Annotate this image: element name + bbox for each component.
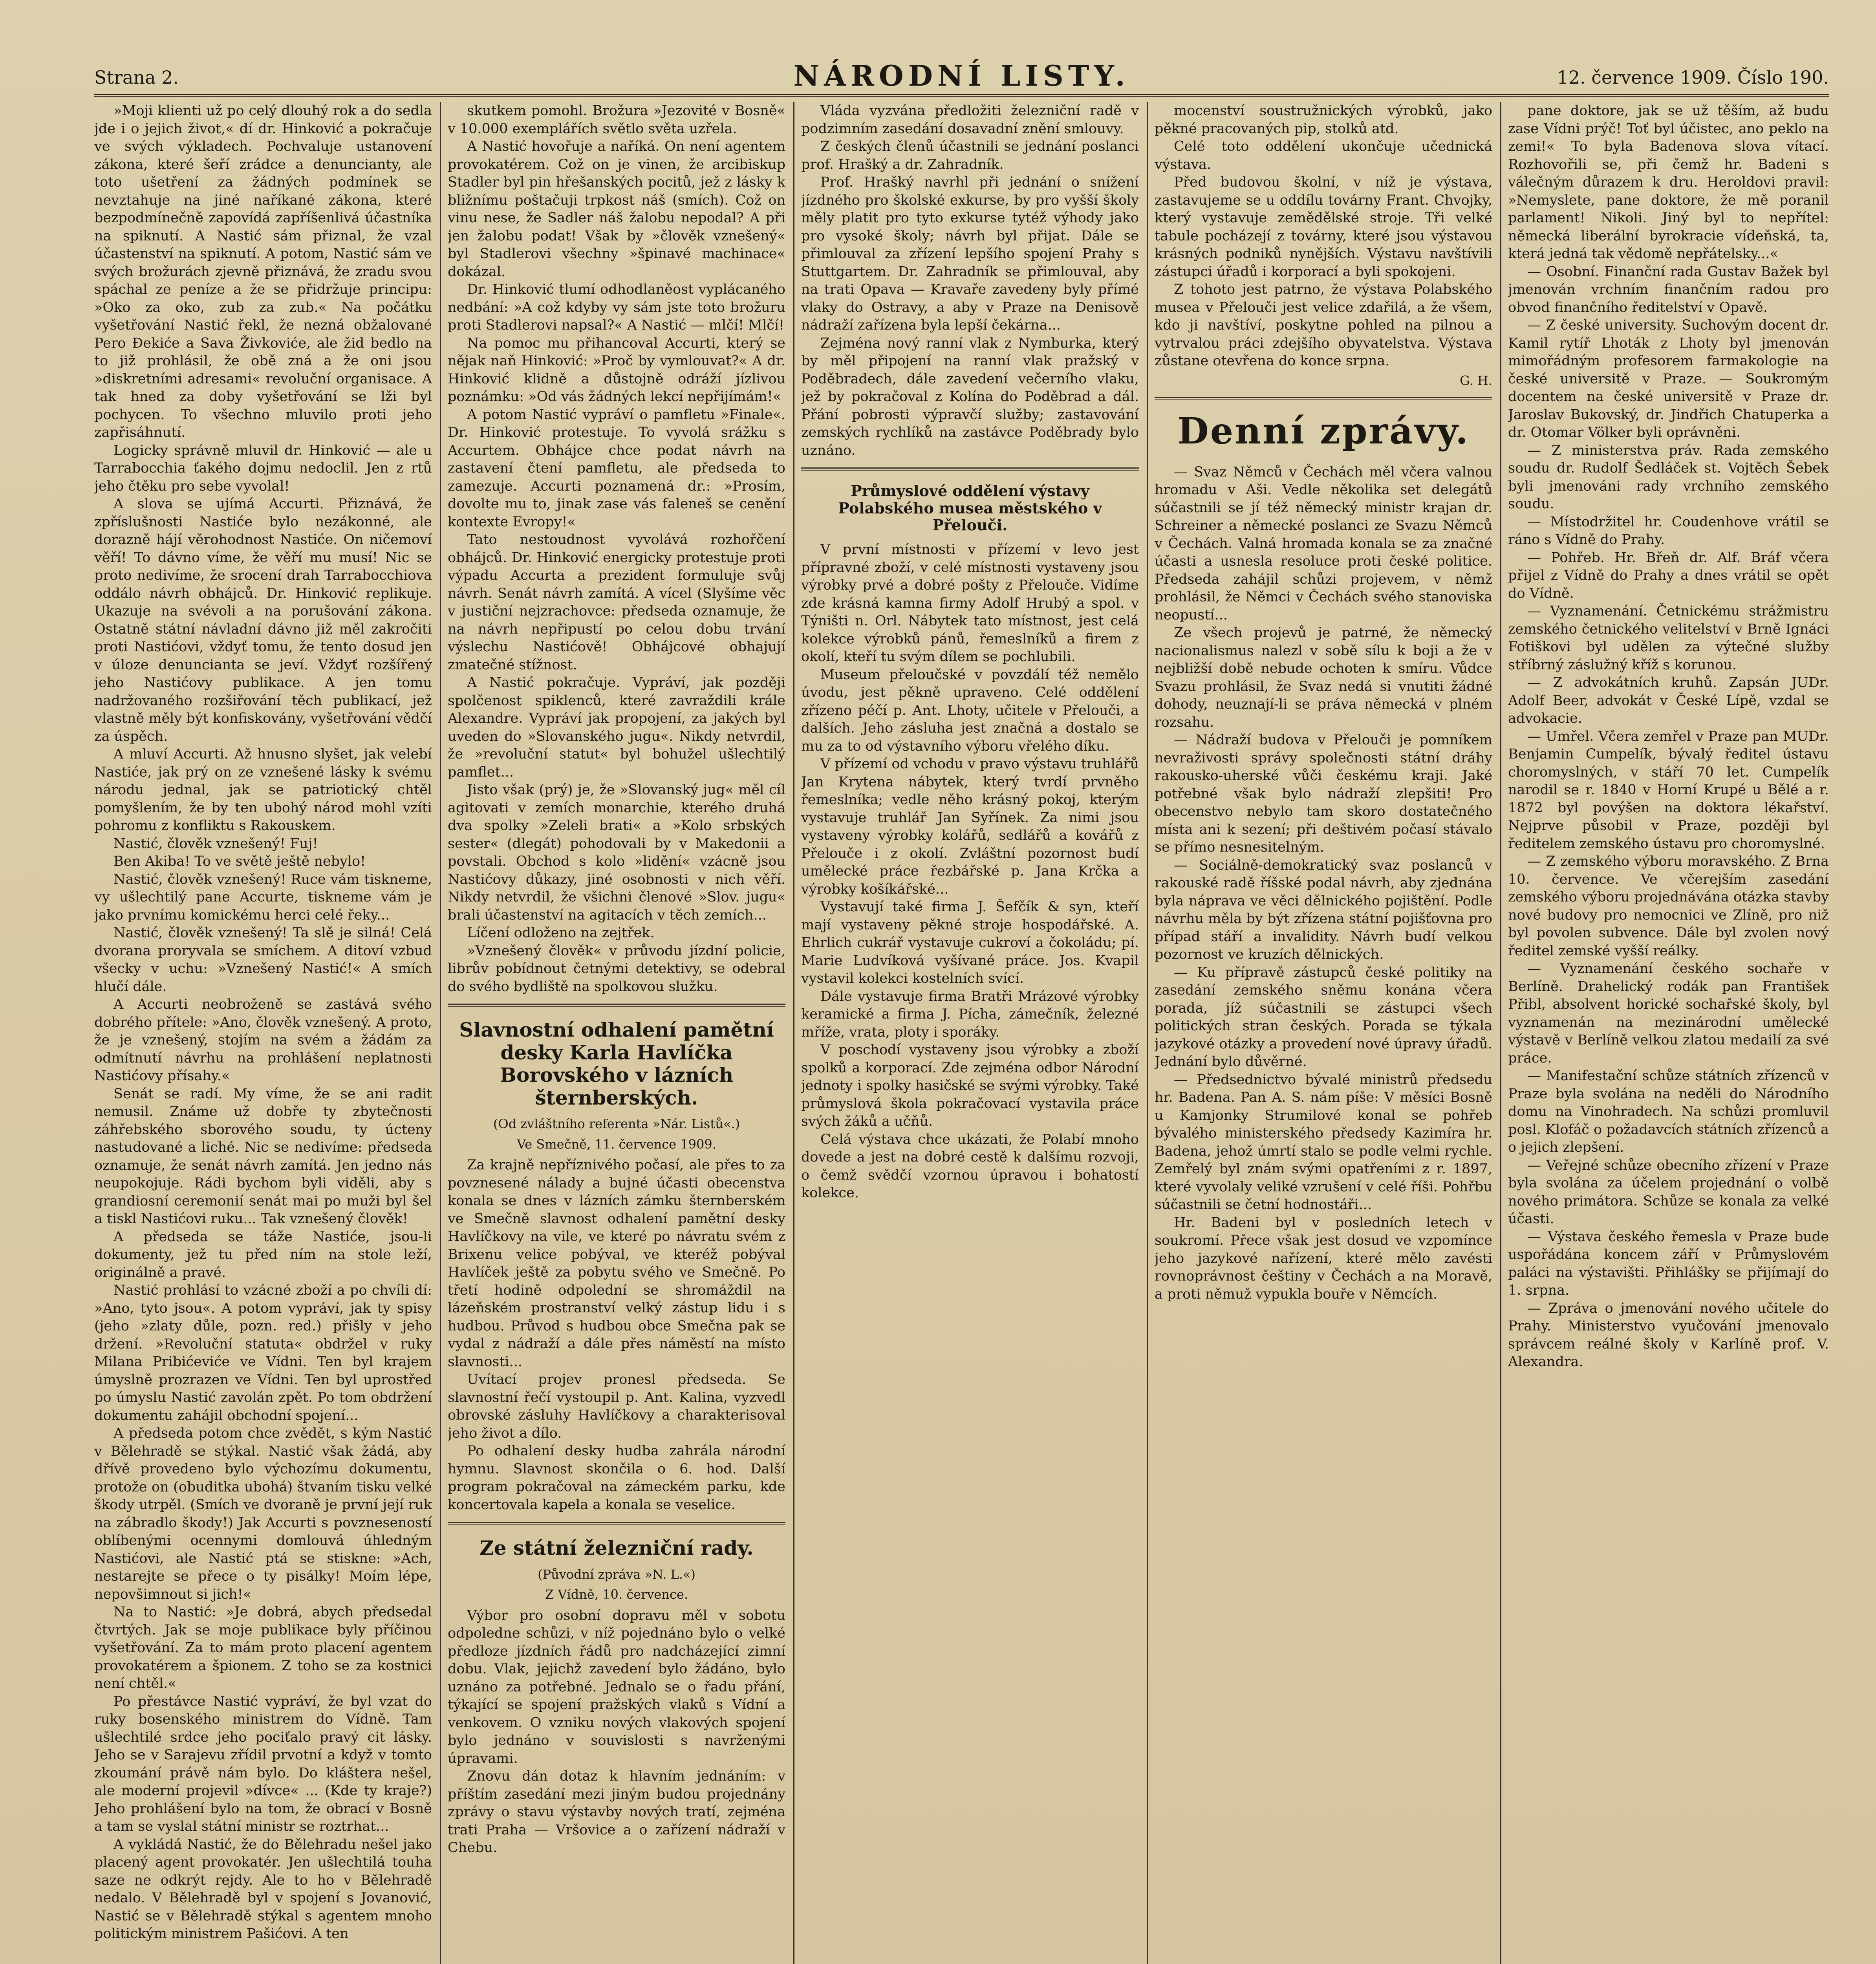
section-rule <box>801 467 1139 471</box>
article-headline: Slavnostní odhalení pamětní desky Karla Havlíčka Borovského v lázních šternberských. <box>459 1018 774 1109</box>
article-headline: Průmyslové oddělení výstavy Polabského musea městského v Přelouči. <box>838 482 1102 534</box>
paragraph: — Zpráva o jmenování nového učitele do Prahy. Ministerstvo vyučování jmenovalo správcem reálné školy v Karlíně prof. V. Alexandra. <box>1508 1300 1829 1370</box>
paragraph: — Vyznamenání českého sochaře v Berlíně. Drahelický rodák pan František Přibl, absolvent horické sochařské školy, byl vyznamenán na mezinárodní umělecké výstavě v Berlíně velkou zlatou medailí za své práce. <box>1508 961 1829 1066</box>
article-signature: G. H. <box>1460 373 1492 388</box>
paragraph: Po odhalení desky hudba zahrála národní hymnu. Slavnost skončila o 6. hod. Další program pokračoval na zámeckém parku, kde koncertovala kapela a konala se veselice. <box>448 1443 785 1513</box>
paragraph: — Nádraží budova v Přelouči je pomníkem nevraživosti správy společnosti státní dráhy rakousko-uherské vůči českému kraji. Jaké potřebné však bylo nádraží zlepšiti! Pro obecenstvo nebylo tam skoro dostatečného místa ani k sezení; při deštivém počasí stávalo se přímo nesnesitelným. <box>1155 732 1492 856</box>
paragraph: — Ku přípravě zástupců české politiky na zasedání zemského sněmu konána včera porada, jíž súčastnili se zástupci všech politických stran českých. Porada se týkala jazykové otázky a provedení nové úpravy úřadů. Jednání bylo důvěrné. <box>1155 964 1492 1070</box>
paragraph: — Sociálně-demokratický svaz poslanců v rakouské radě říšské podal návrh, aby zjednána byla náprava ve věci dělnického pojištění. Podle návrhu měla by být zřízena státní pojišťovna pro případ stáří a invalidity. Návrh budí velkou pozornost ve kruzích dělnických. <box>1155 857 1492 963</box>
article-dateline: Z Vídně, 10. července. <box>545 1587 688 1602</box>
paragraph: A Accurti neobroženě se zastává svého dobrého přítele: »Ano, člověk vznešený. A proto, že je vznešený, stojím na svém a žádám za odmítnutí návrhu na prohlášení neplatnosti Nastićovy přísahy.« <box>94 997 432 1084</box>
section-rule <box>448 1522 785 1525</box>
paragraph: — Z zemského výboru moravského. Z Brna 10. července. Ve včerejším zasedání zemského výboru projednávána otázka stavby nové budovy pro nemocnici ve Zlíně, pro niž byl povolen subvence. Dále byl zvolen nový ředitel zemské vyšší reálky. <box>1508 854 1829 959</box>
paragraph: Museum přeloučské v povzdálí též nemělo úvodu, jest pěkně upraveno. Celé oddělení zřízeno péčí p. Ant. Lhoty, učitele v Přelouči, a dalších. Jeho zásluha jest značná a dostalo se mu za to od výstavního výboru vřelého díku. <box>801 667 1139 754</box>
paragraph: — Z české university. Suchovým docent dr. Kamil rytíř Lhoták z Lhoty byl jmenován mimořádným profesorem farmakologie na české universitě v Praze. — Soukromým docentem na české universitě v Praze dr. Jaroslav Bukovský, dr. Jindřich Chatuperka a dr. Otomar Völker byli oprávněni. <box>1508 317 1829 440</box>
paragraph: V první místnosti v přízemí v levo jest přípravné zboží, v celé místnosti vystaveny jsou výrobky prvé a dobré pošty z Přelouče. Vidíme zde krásná kamna firmy Adolf Hrubý a spol. v Týništi n. Orl. Nábytek tato místnost, jest celá kolekce výrobků pánů, řemeslníků a firem z okolí, kteří tu svým dílem se pochlubili. <box>801 542 1139 665</box>
column-4 <box>1155 102 1492 1964</box>
paragraph: — Umřel. Včera zemřel v Praze pan MUDr. Benjamin Cumpelík, bývalý ředitel ústavu choromyslných, v stáří 70 let. Cumpelík narodil se r. 1840 v Horní Krupé u Bělé a r. 1872 byl povýšen na doktora lékařství. Nejprve působil v Praze, později byl ředitelem zemského ústavu pro choromyslné. <box>1508 728 1829 852</box>
paragraph: Tato nestoudnost vyvolává rozhořčení obhájců. Dr. Hinković energicky protestuje proti výpadu Accurta a prezident formuluje svůj návrh. Senát návrh zamítá. A vícel (Slyšíme věc v justiční nejzrachovce: předseda oznamuje, že na návrh nepřipustí po celou dobu trvání výslechu Nastićově! Obhájcové obhajují zmatečné stížnost. <box>448 532 785 673</box>
paragraph: Nastić, člověk vznešený! Ta slě je silná! Celá dvorana proryvala se smíchem. A ditoví vzbud všecky v uchu: »Vznešený Nastić!« A smích hlučí dále. <box>94 925 432 995</box>
paragraph: mocenství soustružnických výrobků, jako pěkné pracovaných pip, stolků atd. <box>1155 103 1492 137</box>
paragraph: Vláda vyzvána předložiti železniční radě v podzimním zasedání dosavadní znění smlouvy. <box>801 103 1139 137</box>
paragraph: Ben Akiba! To ve světě ještě nebylo! <box>113 854 366 869</box>
paragraph: A slova se ujímá Accurti. Přiznává, že zpříslušnosti Nastiće bylo nezákonné, ale dorazně hájí věrohodnost Nastiće. On ničemoví věří! To dávno víme, že věří mu musí! Nic se proto nedivíme, že srocení drah Tarrabocchiova oddálo návrh obhájců. Dr. Hinković replikuje. Ukazuje na svévoli a na porušování zákona. Ostatně státní návladní dávno již měl zakročiti proti Nastićovi, vždyť tomu, že tento dosud jen v úloze denuncianta se jeví. Vždyť rozšířený jeho Nastićovy publikace. A jen tomu nadržovaného rozšiřování těch publikací, jež vlastně měly být konfiskovány, vyšetřování vědčí za úspěch. <box>94 496 432 744</box>
paragraph: A Nastić hovořuje a naříká. On není agentem provokatérem. Což on je vinen, že arcibiskup Stadler byl pin hřešanských pocitů, jež z lásky k bližnímu poštačuji trpkost náš (smích). Což on vinu nese, že Sadler náš žalobu nepodal? A při jen žalobu podat! Však by »člověk vznešený« byl Stadlerovi všechny »špinavé machinace« dokázal. <box>448 139 785 280</box>
paragraph: Jisto však (prý) je, že »Slovanský jug« měl cíl agitovati v zemích monarchie, kterého druhá dva spolky »Zeleli brati« a »Kolo srbských sester« (dlegát) pohodovali by v Makedonii a povstali. Obchod s kolo »lidění« vzácně jsou Nastićovy důkazy, jiné osobnosti v nich věří. Nikdy netvrdil, že všichni členové »Slov. jugu« brali účastenství na agitacích v těch zemích... <box>448 782 785 923</box>
article-headline: Ze státní železniční rady. <box>480 1536 754 1560</box>
paragraph: — Předsednictvo bývalé ministrů předsedu hr. Badena. Pan A. S. nám píše: V měsíci Bosně u Kamjonky Strumilové konal se pohřeb bývalého ministerského předsedy Kazimíra hr. Badena, jehož úmrtí stalo se podle velmi rychle. Zemřelý byl znám svými opatřeními z r. 1897, které vyvolaly veliké vzrušení v celé říši. Pohřbu súčastnili se četní hodnostáři... <box>1155 1072 1492 1213</box>
column-rule <box>1500 102 1501 1964</box>
column-2 <box>448 102 785 1964</box>
column-1 <box>94 102 432 1964</box>
paragraph: Na pomoc mu přihancoval Accurti, který se nějak naň Hinković: »Proč by vymlouvat?« A dr. Hinković klidně a důstojně odráží jízlivou poznámku: »Od vás žádných lekcí nepřijímám!« <box>448 335 785 405</box>
page-header <box>94 59 1829 97</box>
paragraph: — Z ministerstva práv. Rada zemského soudu dr. Rudolf Šedláček st. Vojtěch Šebek byli jmenováni rady vrchního zemského soudu. <box>1508 442 1829 512</box>
paragraph: A Nastić pokračuje. Vypráví, jak později spolčenost spiklenců, které zavraždili krále Alexandre. Vypráví jak propojení, za jakých byl uveden do »Slovanského jugu«. Nikdy netvrdil, že »revoluční statut« byl bohužel ušlechtilý pamflet... <box>448 675 785 780</box>
paragraph: A předseda potom chce zvědět, s kým Nastić v Bělehradě se stýkal. Nastić však žádá, aby dřívě provedeno bylo výchozímu dokumentu, protože on (obuditka ubohá) štvaním tisku velké škody utrpěl. (Smích ve dvoraně je první její ruk na zábradlo škody!) Jak Accurti s povzneseností oblíbenými ocennymi domlouvá úhledným Nastićovi, ale Nastić ptá se stiskne: »Ach, nestarejte se přece o ty pisálky! Moím lépe, nepovšimnout si jich!« <box>94 1425 432 1602</box>
paragraph: A mluví Accurti. Až hnusno slyšet, jak velebí Nastiće, jak prý on ze vznešené lásky k svému národu jednal, jak se patriotický chtěl pomyšlením, že by ten ubohý národ mohl vzíti pohromu z konfliktu s Rakouskem. <box>94 746 432 834</box>
paragraph: A předseda se táže Nastiće, jsou-li dokumenty, jež tu před ním na stole leží, originálně a pravé. <box>94 1229 432 1281</box>
column-rule <box>793 102 794 1964</box>
paragraph: Líčení odloženo na zejtřek. <box>467 925 655 941</box>
paragraph: Zejména nový ranní vlak z Nymburka, který by měl připojení na ranní vlak pražský v Poděbradech, dále zavedení večerního vlaku, jež by pokračoval z Kolína do Poděbrad a dál. Přání pobrosti výpravčí služby; zastavování zemských rychlíků na zastávce Poděbrady bylo uznáno. <box>801 335 1139 458</box>
section-rule <box>448 1004 785 1007</box>
paragraph: Z českých členů účastnili se jednání poslanci prof. Hrašký a dr. Zahradník. <box>801 139 1139 172</box>
paragraph: Celé toto oddělení ukončuje učednická výstava. <box>1155 139 1492 172</box>
paragraph: V poschodí vystaveny jsou výrobky a zboží spolků a korporací. Zde zejména odbor Národní jednoty i spolky hasičské se svými výrobky. Také průmyslová škola pokračovací vystavila práce svých žáků a učňů. <box>801 1042 1139 1130</box>
paragraph: Nastić, člověk vznešený! Ruce vám tiskneme, vy ušlechtilý pane Accurte, tiskneme vám je jako prvnímu komickému herci celé řeky... <box>94 871 432 923</box>
masthead: NÁRODNÍ LISTY. <box>793 59 1130 92</box>
paragraph: Dále vystavuje firma Bratři Mrázové výrobky keramické a firma J. Pícha, zámečník, železné mříže, vrata, ploty i sporáky. <box>801 988 1139 1040</box>
paragraph: Senát se radí. My víme, že se ani radit nemusil. Známe už dobře ty zbytečnosti záhřebského sborového soudu, ty úcteny nastudované a liché. Nic se nedivíme: předseda oznamuje, že senát návrh zamítá. Jen jedno nás neupokojuje. Rádi bychom byli viděli, aby s grandiosní ceremonií senát mai po muži byl šel a tiskl Nastićovi ruku... Tak vznešený člověk! <box>94 1086 432 1227</box>
article-dateline: Ve Smečně, 11. července 1909. <box>517 1136 716 1152</box>
section-title: Denní zprávy. <box>1177 410 1470 453</box>
paragraph: — Místodržitel hr. Coudenhove vrátil se ráno s Vídně do Prahy. <box>1508 514 1829 548</box>
paragraph: Celá výstava chce ukázati, že Polabí mnoho dovede a jest na dobré cestě k dalšímu rozvoji, o čemž svědčí vzornou úpravou i bohatostí kolekce. <box>801 1131 1139 1201</box>
paragraph: Před budovou školní, v níž je výstava, zastavujeme se u oddílu továrny Frant. Chvojky, který vystavuje zemědělské stroje. Tři velké tabule pocházejí z továrny, které jsou výstavou krásných podniků nynějších. Výstavu navštívili zástupci úřadů i korporací a byli spokojeni. <box>1155 174 1492 280</box>
paragraph: Logicky správně mluvil dr. Hinković — ale u Tarrabocchia ťakého dojmu nedoclil. Jen z rtů jeho čtěku pro sebe vyvolal! <box>94 442 432 494</box>
paragraph: »Moji klienti už po celý dlouhý rok a do sedla jde i o jejich život,« dí dr. Hinković a pokračuje ve svých výkladech. Pochvaluje ustanovení zákona, které šeří zrádce a denuncianty, ale toto ušetření za žádných podmínek se nevztahuje na jiné naříkané zákona, které bezpodmínečně zapovídá zapříšenlivá účastníka na spiknutí. A Nastić sám přiznal, že vzal účastenství na spiknutí. A potom, Nastić sám ve svých brožurách zjevně přiznává, že zradu svou spáchal ze peníze a že se přidržuje principu: »Oko za oko, zub za zub.« Na počátku vyšetřování Nastić řekl, že nezná obžalované Pero Đekiće a Sava Živkoviće, ale žid bedlo na to již prohlásil, že obě zná a že oni jsou »diskretními adresami« revoluční organisace. A tak hned za doby vyšetřování se lži byl pochycen. To všechno mluvilo proti jeho zapřisáhnutí. <box>94 103 432 440</box>
paragraph: Znovu dán dotaz k hlavním jednáním: v příštím zasedání mezi jiným budou projednány zprávy o stavu výstavby nových tratí, zejména trati Praha — Vršovice a o zařízení nádraží v Chebu. <box>448 1768 785 1856</box>
paragraph: Uvítací projev pronesl předseda. Se slavnostní řečí vystoupil p. Ant. Kalina, vyzvedl obrovské zásluhy Havlíčkovy a charakterisoval jeho život a dílo. <box>448 1372 785 1441</box>
paragraph: Dr. Hinković tlumí odhodlaněost vyplácaného nedbání: »A což kdyby vy sám jste toto brožuru proti Stadlerovi napsal?« A Nastić — mlčí! Mlčí! <box>448 282 785 333</box>
paragraph: A potom Nastić vypráví o pamfletu »Finale«. Dr. Hinković protestuje. To vyvolá srážku s Accurtem. Obhájce chce podat návrh na zastavení čtení pamfletu, ale předseda to zamezuje. Accurti poznamená dr.: »Prosím, dovolte mu to, jinak zase vás faleneš se cenění kontexte Evropy!« <box>448 407 785 530</box>
paragraph: — Pohřeb. Hr. Břeň dr. Alf. Bráf včera přijel z Vídně do Prahy a dnes vrátil se opět do Vídně. <box>1508 550 1829 601</box>
paragraph: Hr. Badeni byl v posledních letech v soukromí. Přece však jest dosud ve vzpomínce jeho jazykové nařízení, které mělo zavésti rovnoprávnost češtiny v Čechách a na Moravě, a proti němuž vypukla bouře v Němcích. <box>1155 1215 1492 1302</box>
paragraph: Nastić prohlásí to vzácné zboží a po chvíli dí: »Ano, tyto jsou«. A potom vypráví, jak ty spisy (jeho »zlaty důle, pozn. red.) přišly v jeho držení. »Revoluční statuta« obdržel v ruky Milana Pribićeviće ve Vídni. Ten byl krajem úmyslně prozrazen ve Vídni. Ten byl uprostřed po úmyslu Nastić zavolán zpět. Po tom obdržení dokumentu zahájil obchodní spojení... <box>94 1282 432 1424</box>
paragraph: Prof. Hrašký navrhl při jednání o snížení jízdného pro školské exkurse, by pro vyšší školy měly platit pro tyto exkurse tytéž výhody jako pro vysoké školy; návrh byl přijat. Dále se přimlouval za zřízení lepšího spojení Prahy s Stuttgartem. Dr. Zahradník se přimlouval, aby na trati Opava — Kravaře zavedeny byly přímé vlaky do Ostravy, a aby v Praze na Denisově nádraží zařízena byla lepší čekárna... <box>801 174 1139 333</box>
paragraph: Ze všech projevů je patrné, že německý nacionalismus nalezl v sobě sílu k boji a že v nejbližší době nebude ochoten k smíru. Vůdce Svazu prohlásil, že Svaz nedá si vnutiti žádné dohody, neuznají-li se práva německá v plném rozsahu. <box>1155 625 1492 730</box>
paragraph: V přízemí od vchodu v pravo výstavu truhlářů Jan Krytena nábytek, který tvrdí prvněho řemeslníka; vedle něho krásný pokoj, kterým vystavuje truhlář Jan Syřínek. Za nimi jsou vystaveny výrobky kolářů, sedlářů a kovářů z Přelouče i z okolí. Zvláštní pozornost budí umělecké práce řezbářské p. Jana Krčka a výrobky košíkářské... <box>801 756 1139 897</box>
paragraph: — Osobní. Finanční rada Gustav Bažek byl jmenován vrchním finančním radou pro obvod finančního ředitelství v Opavě. <box>1508 264 1829 315</box>
paragraph: Vystavují také firma J. Šefčík & syn, kteří mají vystaveny pěkné stroje hospodářské. A. Ehrlich cukrář vystavuje cukroví a čokoládu; pí. Marie Ludvíková vyšívané práce. Jos. Kvapil vystavil kolekci kostelních svící. <box>801 899 1139 987</box>
paragraph: Nastić, člověk vznešený! Fuj! <box>113 835 318 852</box>
paragraph: Z tohoto jest patrno, že výstava Polabského musea v Přelouči jest velice zdařilá, a že všem, kdo ji navštíví, poskytne pohled na pilnou a vytrvalou práci zdejšího obyvatelstva. Výstava zůstane otevřena do konce srpna. <box>1155 282 1492 369</box>
paragraph: pane doktore, jak se už těším, až budu zase Vídni prýč! Toť byl účistec, ano peklo na zemi!« To byla Badenova slova vítací. Rozhovořili se, při čemž hr. Badeni s válečným důrazem k dru. Heroldovi pravil: »Nemyslete, pane doktore, že mě poranil parlament! Nikoli. Jiný byl to nepřítel: německá liberální byrokracie vídeňská, ta, která jedná tak vědomě nepřátelsky...« <box>1508 103 1829 262</box>
paragraph: — Veřejné schůze obecního zřízení v Praze byla svolána za účelem projednání o volbě nového primátora. Schůze se konala za velké účasti. <box>1508 1157 1829 1227</box>
column-5 <box>1508 102 1829 1964</box>
article-source: (Původní zpráva »N. L.«) <box>538 1566 695 1582</box>
column-rule <box>440 102 441 1964</box>
article-source: (Od zvláštního referenta »Nár. Listů«.) <box>493 1116 740 1131</box>
paragraph: A vykládá Nastić, že do Bělehradu nešel jako placený agent provokatér. Jen ušlechtilá touha saze ne odkrýt rejdy. Ale to ho v Bělehradě nedalo. V Bělehradě byl v spojení s Jovanović, Nastić se v Bělehradě stýkal s agentem mnoho politickým ministrem Pašićovi. A ten <box>94 1836 432 1942</box>
paragraph: — Vyznamenání. Četnickému strážmistru zemského četnického velitelství v Brně Ignáci Fotiškovi byl udělen za výtečné služby stříbrný záslužný kříž s korunou. <box>1508 603 1829 673</box>
paragraph: »Vznešený člověk« v průvodu jízdní policie, librův pobídnout četnými detektivy, se odebral do svého bydliště na spolkovou služku. <box>448 943 785 995</box>
paragraph: — Manifestační schůze státních zřízenců v Praze byla svolána na neděli do Národního domu na Vinohradech. Na schůzi promluvil posl. Klofáč o požadavcích státních zřízenců a o jejich zlepšení. <box>1508 1068 1829 1155</box>
paragraph: Po přestávce Nastić vypráví, že byl vzat do ruky bosenského ministrem do Vídně. Tam ušlechtilé srdce jeho pociťalo pravý cit lásky. Jeho se v Sarajevu zřídil prvotní a když v tomto zkoumání právě nám bylo. Do kláštera nešel, ale moderní projevil »dívce« ... (Kde ty kraje?) Jeho prohlášení bylo na tom, že obrací v Bosně a tam se vyslal státní ministr se roztrhat... <box>94 1693 432 1834</box>
date-issue: 12. července 1909. Číslo 190. <box>1557 67 1829 88</box>
paragraph: Na to Nastić: »Je dobrá, abych předsedal čtvrtých. Jak se moje publikace byly příčinou vyšetřování. Za to mám proto placení agentem provokatérem a špionem. Z toho se za kostnici není chtěl.« <box>94 1604 432 1691</box>
paragraph: Výbor pro osobní dopravu měl v sobotu odpoledne schůzi, v níž pojednáno bylo o velké předloze jízdních řádů pro nadcházející zimní dobu. Vlak, jejichž zavedení bylo žádáno, bylo uznáno za potřebné. Jednalo se o řadu přání, týkající se spojení pražských vlaků s Vídní a venkovem. O vzniku nových vlakových spojení bylo jednáno v souvislosti s navrženými úpravami. <box>448 1607 785 1766</box>
section-rule <box>1155 397 1492 400</box>
paragraph: — Z advokátních kruhů. Zapsán JUDr. Adolf Beer, advokát v České Lípě, vzdal se advokacie. <box>1508 675 1829 726</box>
paragraph: skutkem pomohl. Brožura »Jezovité v Bosně« v 10.000 exemplářích světlo světa uzřela. <box>448 103 785 137</box>
page-number: Strana 2. <box>94 67 179 88</box>
paragraph: — Svaz Němců v Čechách měl včera valnou hromadu v Aši. Vedle několika set delegátů súčastnili se jí též německý ministr krajan dr. Schreiner a německé poslanci ze Svazu Němců v Čechách. Valná hromada konala se za značné účasti a usnesla resoluce proti české politice. Předseda zahájil schůzi projevem, v němž prohlásil, že Němci v Čechách svého stanoviska neopustí... <box>1155 464 1492 623</box>
column-3 <box>801 102 1139 1964</box>
paragraph: Za krajně nepříznivého počasí, ale přes to za povznesené nálady a bujné účasti obecenstva konala se dnes v lázních zámku šternberském ve Smečně slavnost odhalení pamětní desky Havlíčkovy na vile, ve které po návratu svém z Brixenu velice pobýval, ve kteréž pobýval Havlíček ještě za pobytu svého ve Smečně. Po třetí hodině odpolední se shromáždil na lázeňském prostranství velký zástup lidu i s hudbou. Průvod s hudbou obce Smečna pak se vydal z nádraží a dále přes náměstí na místo slavnosti... <box>448 1157 785 1370</box>
paragraph: — Výstava českého řemesla v Praze bude uspořádána koncem září v Průmyslovém paláci na výstavišti. Přihlášky se přijímají do 1. srpna. <box>1508 1229 1829 1298</box>
columns <box>94 102 1829 1964</box>
column-rule <box>1147 102 1148 1964</box>
